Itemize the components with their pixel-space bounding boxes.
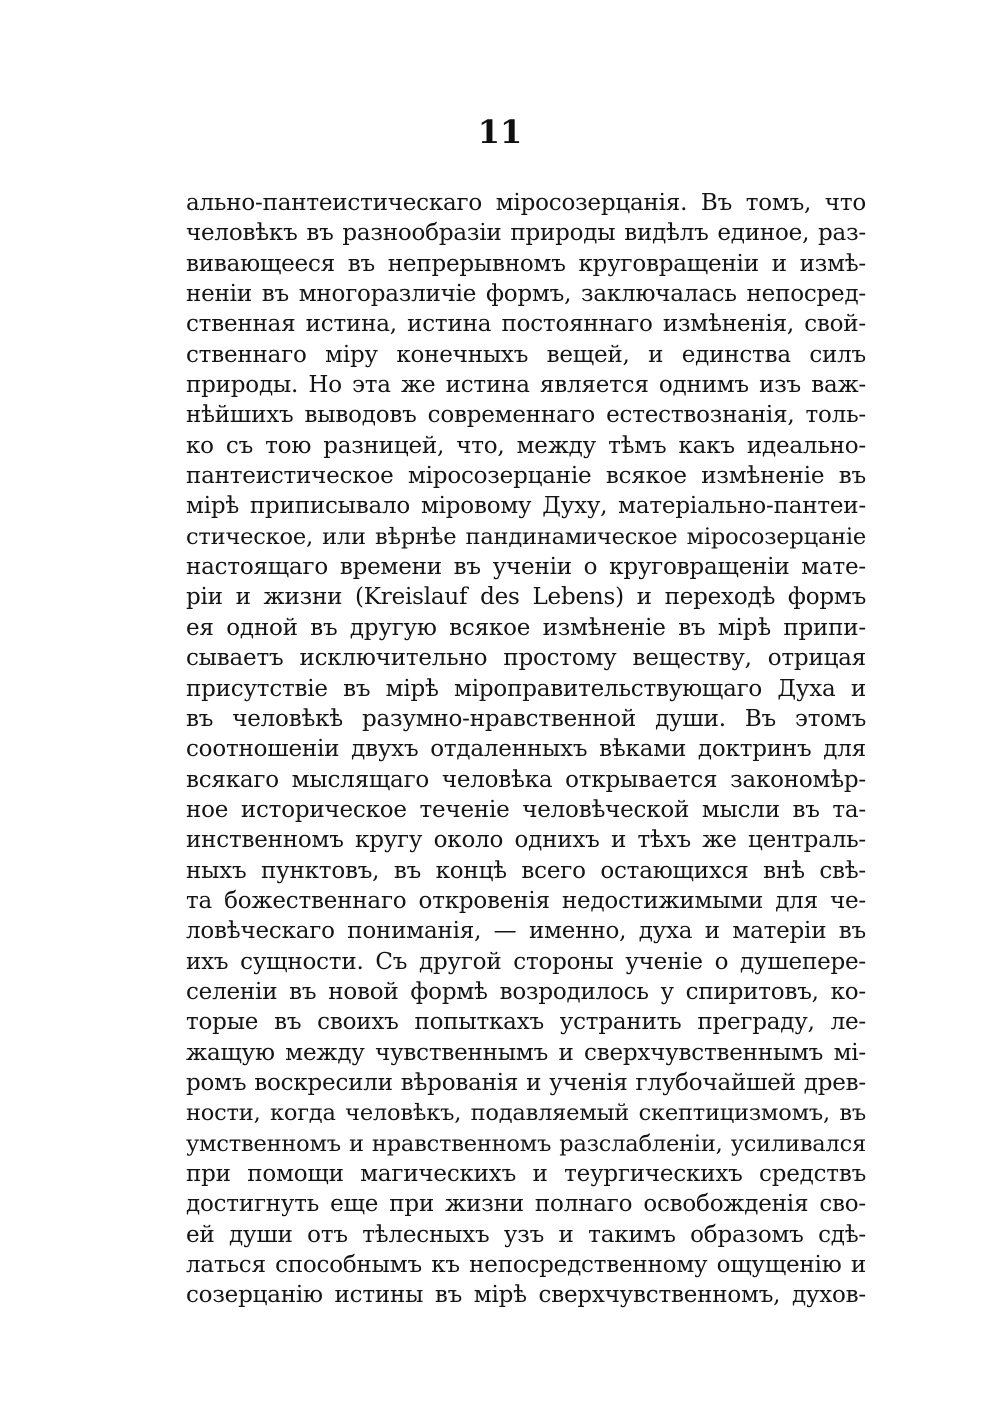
- text-line-26: ихъ сущности. Съ другой стороны ученіе о душепере-: [186, 948, 866, 975]
- text-line-11: мірѣ приписывало міровому Духу, матеріально-пантеи-: [186, 493, 866, 520]
- text-line-23: ныхъ пунктовъ, въ концѣ всего остающихся внѣ свѣ-: [186, 857, 866, 884]
- text-line-21: ное историческое теченіе человѣческой мысли въ та-: [186, 796, 866, 823]
- page-number: 11: [477, 113, 523, 151]
- text-line-12: стическое, или вѣрнѣе пандинамическое міросозерцаніе: [186, 523, 866, 550]
- text-line-29: жащую между чувственнымъ и сверхчувственнымъ мі-: [186, 1039, 866, 1066]
- text-line-37: созерцанію истины въ мірѣ сверхчувственномъ, духов-: [186, 1282, 866, 1309]
- text-line-5: ственная истина, истина постояннаго измѣненія, свой-: [186, 311, 866, 338]
- text-line-15: ея одной въ другую всякое измѣненіе въ мірѣ припи-: [186, 614, 866, 641]
- text-line-35: ей души отъ тѣлесныхъ узъ и такимъ образомъ сдѣ-: [186, 1221, 866, 1248]
- text-line-6: ственнаго міру конечныхъ вещей, и единства силъ: [186, 341, 866, 368]
- text-line-14: ріи и жизни (Kreislauf des Lebens) и переходѣ формъ: [186, 584, 866, 611]
- text-line-33: при помощи магическихъ и теургическихъ средствъ: [186, 1161, 866, 1187]
- text-line-1: ально-пантеистическаго міросозерцанія. Въ томъ, что: [186, 190, 866, 216]
- text-line-28: торые въ своихъ попыткахъ устранить преграду, ле-: [186, 1009, 866, 1036]
- text-line-22: инственномъ кругу около однихъ и тѣхъ же централь-: [186, 827, 866, 854]
- text-line-27: селеніи въ новой формѣ возродилось у спиритовъ, ко-: [186, 978, 866, 1005]
- text-line-25: ловѣческаго пониманія, — именно, духа и матеріи въ: [186, 918, 866, 945]
- text-line-4: неніи въ многоразличіе формъ, заключалась непосред-: [186, 281, 866, 308]
- text-line-13: настоящаго времени въ ученіи о круговращеніи мате-: [186, 554, 866, 581]
- text-line-24: та божественнаго откровенія недостижимыми для че-: [186, 887, 866, 914]
- text-line-19: соотношеніи двухъ отдаленныхъ вѣками доктринъ для: [186, 736, 866, 763]
- text-line-8: нѣйшихъ выводовъ современнаго естествознанія, толь-: [186, 402, 866, 429]
- text-line-18: въ человѣкѣ разумно-нравственной души. Въ этомъ: [186, 705, 866, 732]
- text-line-2: человѣкъ въ разнообразіи природы видѣлъ единое, раз-: [186, 220, 866, 247]
- text-line-36: латься способнымъ къ непосредственному ощущенію и: [186, 1252, 866, 1279]
- text-line-7: природы. Но эта же истина является однимъ изъ важ-: [186, 372, 866, 399]
- text-line-3: вивающееся въ непрерывномъ круговращеніи и измѣ-: [186, 250, 866, 277]
- text-line-20: всякаго мыслящаго человѣка открывается закономѣр-: [186, 766, 866, 793]
- text-line-9: ко съ тою разницей, что, между тѣмъ какъ идеально-: [186, 432, 866, 459]
- text-line-30: ромъ воскресили вѣрованія и ученія глубочайшей древ-: [186, 1069, 866, 1096]
- text-line-17: присутствіе въ мірѣ міроправительствующаго Духа и: [186, 675, 866, 702]
- body-text: [186, 188, 866, 1311]
- text-line-34: достигнуть еще при жизни полнаго освобожденія сво-: [186, 1191, 866, 1218]
- text-line-32: умственномъ и нравственномъ разслабленіи, усиливался: [186, 1130, 866, 1157]
- text-line-10: пантеистическое міросозерцаніе всякое измѣненіе въ: [186, 463, 866, 490]
- text-line-31: ности, когда человѣкъ, подавляемый скептицизмомъ, въ: [186, 1100, 866, 1127]
- text-line-16: сываетъ исключительно простому веществу, отрицая: [186, 645, 866, 672]
